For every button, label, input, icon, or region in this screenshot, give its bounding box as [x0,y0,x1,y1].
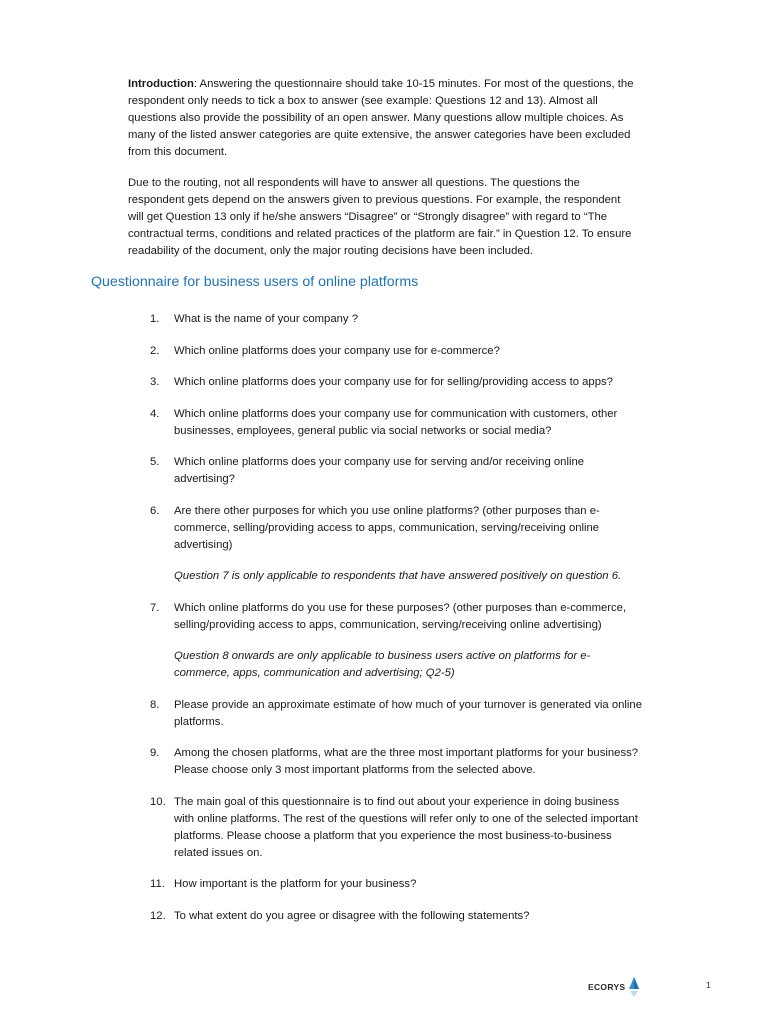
question-text: Which online platforms does your company use for serving and/or receiving online advertising? [174,456,585,485]
question-number: 3. [150,376,160,388]
question-text: The main goal of this questionnaire is to find out about your experience in doing business with online platforms. The rest of the questions will refer only to one of the selected important platforms. Please choose a platform that you experience the most business-to-business related issues on. [174,795,638,859]
question-number: 9. [150,747,160,759]
question-text: To what extent do you agree or disagree with the following statements? [174,909,530,922]
question-item [150,876,642,893]
question-number: 4. [150,407,160,420]
question-item [150,908,642,925]
question-number: 1. [150,313,160,325]
question-number: 7. [150,601,160,614]
intro-paragraph-1 [128,76,638,161]
routing-note-q8: Question 8 onwards are only applicable to business users active on platforms for e-commerce, apps, communication and advertising; Q2-5) [174,650,591,679]
question-text: Are there other purposes for which you use online platforms? (other purposes than e-commerce, selling/providing access to apps, communication, serving/receiving online advertising) [174,504,600,551]
intro-paragraph-2: Due to the routing, not all respondents will have to answer all questions. The questions the respondent gets depend on the answers given to previous questions. For example, the respondent will get Question 13 only if he/she answers “Disagree” or “Strongly disagree” with regard to “The contractual terms, conditions and related practices of the platform are fair.” in Question 12. To ensure readability of the document, only the major routing decisions have been included. [128,177,632,257]
question-list [150,311,642,939]
question-number: 5. [150,456,160,468]
section-title: Questionnaire for business users of online platforms [91,274,419,290]
intro-text: : Answering the questionnaire should take 10-15 minutes. For most of the questions, the respondent only needs to tick a box to answer (see example: Questions 12 and 13). Almost all questions also provide the possibility of an open answer. Many questions allow multiple choices. As many of the listed answer categories are quite extensive, the answer categories have been excluded from this document. [128,78,634,158]
question-item [150,311,642,328]
question-item [150,406,642,440]
question-number: 6. [150,504,160,517]
question-text: Among the chosen platforms, what are the three most important platforms for your business? Please choose only 3 most important platforms from the selected above. [174,747,639,776]
question-item [150,794,642,862]
question-number: 12. [150,909,166,922]
page-number: 1 [706,980,711,990]
question-number: 11. [150,878,165,890]
question-item [150,503,642,554]
question-text: Which online platforms does your company use for for selling/providing access to apps? [174,376,613,388]
question-number: 10. [150,795,166,808]
triangle-logo-icon [628,976,640,998]
question-text: How important is the platform for your business? [174,878,417,890]
logo-text: ECORYS [588,982,626,992]
question-text: Please provide an approximate estimate of how much of your turnover is generated via online platforms. [174,698,642,728]
question-text: Which online platforms does your company use for communication with customers, other businesses, employees, general public via social networks or social media? [174,407,618,437]
ecorys-logo [588,976,640,998]
routing-note-q7: Question 7 is only applicable to respondents that have answered positively on question 6. [174,570,622,582]
question-item [150,374,642,391]
question-number: 8. [150,698,160,711]
intro-label: Introduction [128,78,194,90]
question-item [150,745,642,779]
question-item [150,343,642,360]
question-text: Which online platforms do you use for these purposes? (other purposes than e-commerce, selling/providing access to apps, communication, serving/receiving online advertising) [174,601,627,631]
question-item [150,600,642,634]
question-number: 2. [150,344,160,357]
introduction-section [128,76,638,274]
question-text: Which online platforms does your company use for e-commerce? [174,344,500,357]
question-text: What is the name of your company ? [174,313,358,325]
question-item [150,697,642,731]
question-item [150,454,642,488]
